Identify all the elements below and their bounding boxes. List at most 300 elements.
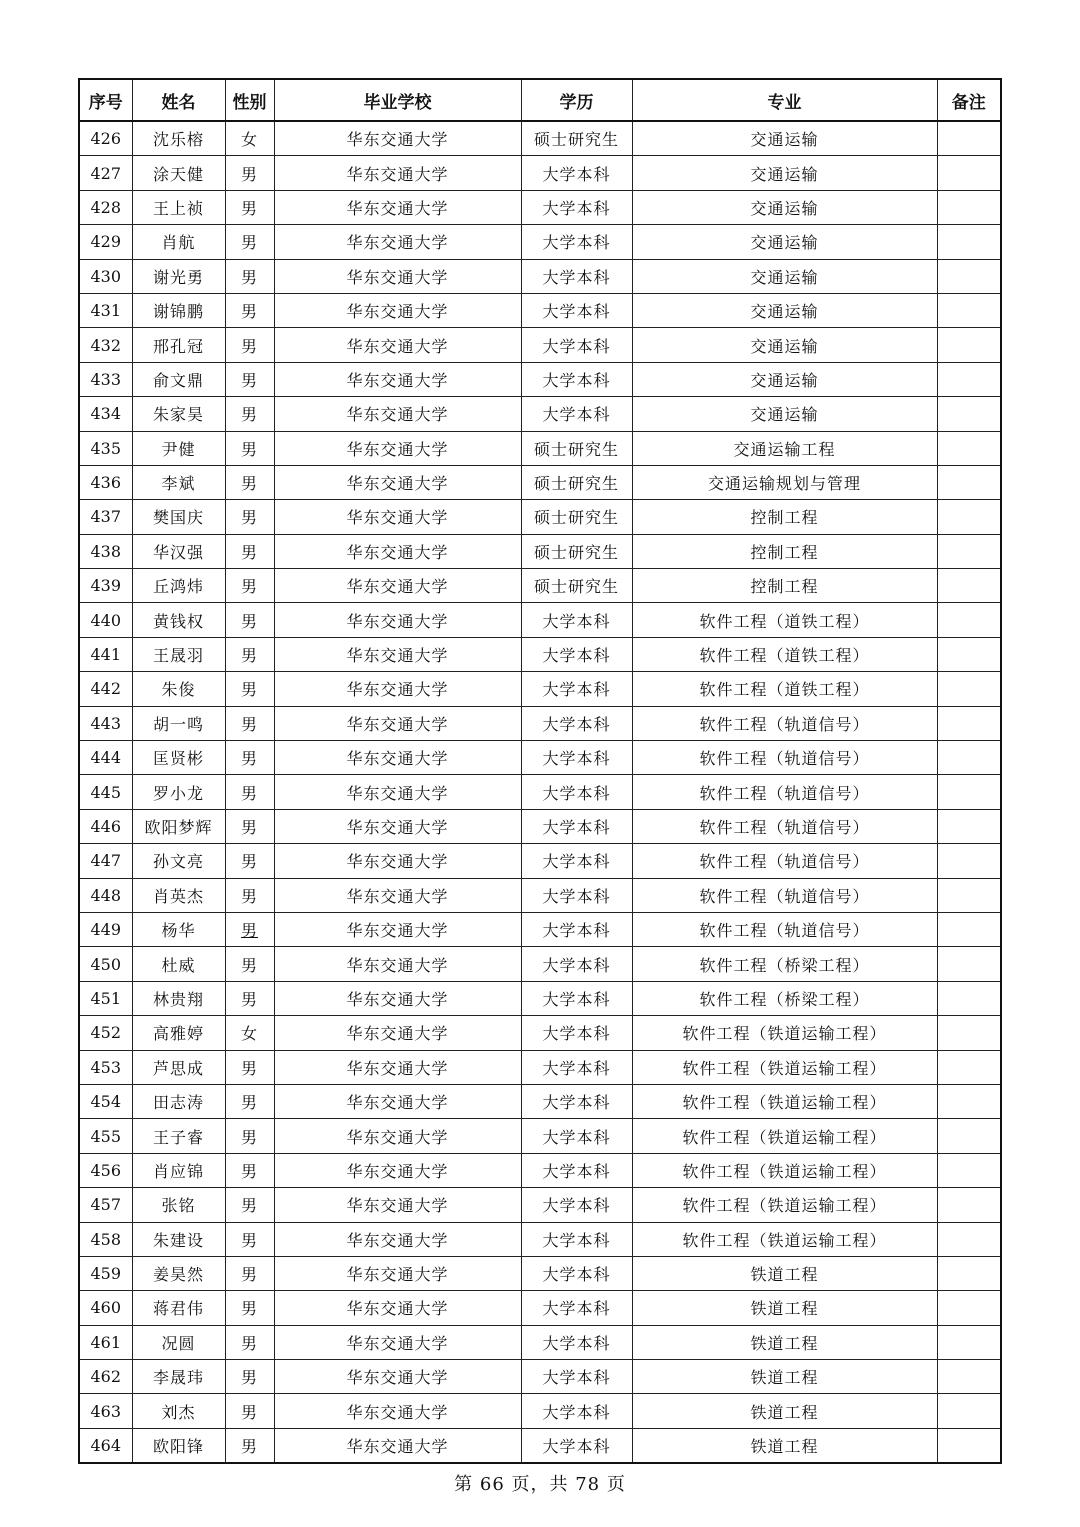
- cell-gender: 男: [225, 1188, 274, 1222]
- cell-degree: 大学本科: [521, 225, 632, 259]
- cell-major: 软件工程（铁道运输工程）: [632, 1050, 937, 1084]
- cell-remarks: [937, 1016, 1001, 1050]
- cell-school: 华东交通大学: [274, 328, 521, 362]
- cell-degree: 硕士研究生: [521, 534, 632, 568]
- cell-remarks: [937, 293, 1001, 327]
- cell-index: 442: [79, 672, 132, 706]
- cell-major: 软件工程（桥梁工程）: [632, 947, 937, 981]
- table-row: [79, 878, 1001, 912]
- table-row: [79, 1394, 1001, 1428]
- cell-major: 交通运输工程: [632, 431, 937, 465]
- table-row: [79, 1256, 1001, 1290]
- cell-degree: 大学本科: [521, 637, 632, 671]
- table-row: [79, 912, 1001, 946]
- cell-degree: 大学本科: [521, 1291, 632, 1325]
- cell-degree: 大学本科: [521, 362, 632, 396]
- cell-school: 华东交通大学: [274, 844, 521, 878]
- cell-school: 华东交通大学: [274, 1256, 521, 1290]
- header-name: 姓名: [132, 79, 225, 121]
- cell-school: 华东交通大学: [274, 912, 521, 946]
- cell-degree: 大学本科: [521, 259, 632, 293]
- cell-gender: [225, 912, 274, 946]
- cell-remarks: [937, 1394, 1001, 1428]
- cell-index: 451: [79, 981, 132, 1015]
- cell-degree: 大学本科: [521, 1428, 632, 1463]
- cell-name: 沈乐榕: [132, 121, 225, 156]
- cell-remarks: [937, 1222, 1001, 1256]
- cell-school: 华东交通大学: [274, 362, 521, 396]
- cell-school: 华东交通大学: [274, 121, 521, 156]
- cell-index: 427: [79, 156, 132, 190]
- cell-name: 高雅婷: [132, 1016, 225, 1050]
- table-row: [79, 741, 1001, 775]
- cell-school: 华东交通大学: [274, 672, 521, 706]
- cell-degree: 大学本科: [521, 981, 632, 1015]
- cell-gender: 男: [225, 947, 274, 981]
- cell-gender: 男: [225, 1050, 274, 1084]
- cell-major: 铁道工程: [632, 1394, 937, 1428]
- cell-index: 461: [79, 1325, 132, 1359]
- table-row: [79, 431, 1001, 465]
- cell-remarks: [937, 362, 1001, 396]
- cell-major: 软件工程（桥梁工程）: [632, 981, 937, 1015]
- table-row: [79, 465, 1001, 499]
- cell-school: 华东交通大学: [274, 1291, 521, 1325]
- table-row: [79, 603, 1001, 637]
- cell-school: 华东交通大学: [274, 947, 521, 981]
- cell-major: 软件工程（轨道信号）: [632, 775, 937, 809]
- cell-school: 华东交通大学: [274, 1084, 521, 1118]
- cell-degree: 大学本科: [521, 1222, 632, 1256]
- table-row: [79, 1050, 1001, 1084]
- cell-major: 交通运输: [632, 225, 937, 259]
- cell-name: 欧阳梦辉: [132, 809, 225, 843]
- table-row: [79, 1119, 1001, 1153]
- cell-remarks: [937, 912, 1001, 946]
- cell-gender: 男: [225, 190, 274, 224]
- cell-remarks: [937, 259, 1001, 293]
- cell-name: 刘杰: [132, 1394, 225, 1428]
- cell-gender-text: 男: [240, 921, 258, 941]
- table-row: [79, 844, 1001, 878]
- cell-major: 交通运输: [632, 362, 937, 396]
- cell-major: 软件工程（轨道信号）: [632, 706, 937, 740]
- cell-name: 李斌: [132, 465, 225, 499]
- cell-remarks: [937, 1291, 1001, 1325]
- cell-degree: 大学本科: [521, 672, 632, 706]
- cell-index: 432: [79, 328, 132, 362]
- cell-degree: 大学本科: [521, 156, 632, 190]
- cell-index: 443: [79, 706, 132, 740]
- header-row: [79, 79, 1001, 121]
- table-row: [79, 362, 1001, 396]
- cell-school: 华东交通大学: [274, 1222, 521, 1256]
- cell-gender: 男: [225, 878, 274, 912]
- cell-degree: 大学本科: [521, 775, 632, 809]
- cell-index: 464: [79, 1428, 132, 1463]
- cell-degree: 大学本科: [521, 1119, 632, 1153]
- cell-school: 华东交通大学: [274, 775, 521, 809]
- cell-index: 429: [79, 225, 132, 259]
- cell-major: 软件工程（铁道运输工程）: [632, 1084, 937, 1118]
- cell-degree: 大学本科: [521, 878, 632, 912]
- cell-name: 匡贤彬: [132, 741, 225, 775]
- cell-remarks: [937, 1084, 1001, 1118]
- cell-name: 尹健: [132, 431, 225, 465]
- cell-major: 交通运输: [632, 397, 937, 431]
- cell-index: 452: [79, 1016, 132, 1050]
- cell-degree: 大学本科: [521, 1084, 632, 1118]
- cell-remarks: [937, 844, 1001, 878]
- cell-index: 463: [79, 1394, 132, 1428]
- cell-remarks: [937, 1256, 1001, 1290]
- cell-index: 448: [79, 878, 132, 912]
- header-gender: 性别: [225, 79, 274, 121]
- cell-major: 软件工程（铁道运输工程）: [632, 1222, 937, 1256]
- cell-major: 软件工程（道铁工程）: [632, 672, 937, 706]
- cell-gender: 男: [225, 844, 274, 878]
- table-row: [79, 1325, 1001, 1359]
- cell-gender: 男: [225, 1394, 274, 1428]
- cell-gender: 男: [225, 569, 274, 603]
- cell-gender: 男: [225, 1291, 274, 1325]
- cell-school: 华东交通大学: [274, 1188, 521, 1222]
- cell-name: 涂天健: [132, 156, 225, 190]
- cell-remarks: [937, 947, 1001, 981]
- cell-major: 控制工程: [632, 500, 937, 534]
- cell-school: 华东交通大学: [274, 741, 521, 775]
- cell-gender: 男: [225, 431, 274, 465]
- cell-degree: 硕士研究生: [521, 500, 632, 534]
- cell-index: 459: [79, 1256, 132, 1290]
- cell-index: 453: [79, 1050, 132, 1084]
- cell-index: 457: [79, 1188, 132, 1222]
- cell-school: 华东交通大学: [274, 465, 521, 499]
- table-row: [79, 190, 1001, 224]
- cell-name: 杜威: [132, 947, 225, 981]
- cell-degree: 大学本科: [521, 1360, 632, 1394]
- table-row: [79, 225, 1001, 259]
- cell-index: 434: [79, 397, 132, 431]
- cell-name: 王子睿: [132, 1119, 225, 1153]
- cell-remarks: [937, 1428, 1001, 1463]
- cell-school: 华东交通大学: [274, 1325, 521, 1359]
- cell-major: 铁道工程: [632, 1360, 937, 1394]
- cell-major: 交通运输: [632, 259, 937, 293]
- cell-index: 455: [79, 1119, 132, 1153]
- cell-school: 华东交通大学: [274, 1360, 521, 1394]
- cell-index: 439: [79, 569, 132, 603]
- cell-remarks: [937, 672, 1001, 706]
- cell-remarks: [937, 465, 1001, 499]
- cell-index: 426: [79, 121, 132, 156]
- cell-name: 胡一鸣: [132, 706, 225, 740]
- cell-remarks: [937, 1188, 1001, 1222]
- cell-degree: 硕士研究生: [521, 121, 632, 156]
- cell-remarks: [937, 1050, 1001, 1084]
- cell-gender: 男: [225, 156, 274, 190]
- cell-school: 华东交通大学: [274, 981, 521, 1015]
- cell-name: 林贵翔: [132, 981, 225, 1015]
- cell-school: 华东交通大学: [274, 500, 521, 534]
- cell-remarks: [937, 1153, 1001, 1187]
- cell-index: 447: [79, 844, 132, 878]
- cell-degree: 大学本科: [521, 1188, 632, 1222]
- cell-name: 姜昊然: [132, 1256, 225, 1290]
- cell-major: 软件工程（轨道信号）: [632, 809, 937, 843]
- table-row: [79, 569, 1001, 603]
- cell-degree: 大学本科: [521, 328, 632, 362]
- cell-remarks: [937, 156, 1001, 190]
- cell-degree: 硕士研究生: [521, 431, 632, 465]
- cell-index: 458: [79, 1222, 132, 1256]
- cell-name: 欧阳锋: [132, 1428, 225, 1463]
- cell-degree: 大学本科: [521, 293, 632, 327]
- table-row: [79, 121, 1001, 156]
- cell-school: 华东交通大学: [274, 603, 521, 637]
- cell-name: 肖航: [132, 225, 225, 259]
- cell-gender: 男: [225, 362, 274, 396]
- cell-gender: 男: [225, 1119, 274, 1153]
- cell-school: 华东交通大学: [274, 156, 521, 190]
- cell-name: 黄钱权: [132, 603, 225, 637]
- page-number: 第 66 页，共 78 页: [454, 1474, 626, 1495]
- cell-gender: 男: [225, 500, 274, 534]
- cell-gender: 男: [225, 1084, 274, 1118]
- cell-index: 454: [79, 1084, 132, 1118]
- cell-major: 软件工程（道铁工程）: [632, 637, 937, 671]
- cell-remarks: [937, 809, 1001, 843]
- table-row: [79, 1428, 1001, 1463]
- cell-name: 肖英杰: [132, 878, 225, 912]
- cell-index: 430: [79, 259, 132, 293]
- table-row: [79, 706, 1001, 740]
- cell-gender: 男: [225, 259, 274, 293]
- cell-remarks: [937, 500, 1001, 534]
- cell-gender: 男: [225, 1360, 274, 1394]
- cell-index: 428: [79, 190, 132, 224]
- table-row: [79, 397, 1001, 431]
- cell-gender: 男: [225, 741, 274, 775]
- cell-name: 杨华: [132, 912, 225, 946]
- cell-school: 华东交通大学: [274, 809, 521, 843]
- cell-index: 431: [79, 293, 132, 327]
- header-index: 序号: [79, 79, 132, 121]
- table-row: [79, 637, 1001, 671]
- cell-gender: 男: [225, 293, 274, 327]
- cell-gender: 男: [225, 981, 274, 1015]
- cell-major: 交通运输: [632, 328, 937, 362]
- cell-major: 软件工程（铁道运输工程）: [632, 1119, 937, 1153]
- cell-name: 芦思成: [132, 1050, 225, 1084]
- cell-index: 445: [79, 775, 132, 809]
- cell-school: 华东交通大学: [274, 569, 521, 603]
- cell-degree: 硕士研究生: [521, 465, 632, 499]
- cell-major: 软件工程（轨道信号）: [632, 878, 937, 912]
- cell-remarks: [937, 878, 1001, 912]
- cell-name: 罗小龙: [132, 775, 225, 809]
- cell-name: 王晟羽: [132, 637, 225, 671]
- cell-gender: 男: [225, 637, 274, 671]
- cell-remarks: [937, 190, 1001, 224]
- table-row: [79, 1291, 1001, 1325]
- cell-major: 铁道工程: [632, 1291, 937, 1325]
- table-row: [79, 156, 1001, 190]
- cell-index: 462: [79, 1360, 132, 1394]
- cell-school: 华东交通大学: [274, 1394, 521, 1428]
- cell-remarks: [937, 121, 1001, 156]
- table-row: [79, 809, 1001, 843]
- cell-name: 华汉强: [132, 534, 225, 568]
- cell-major: 软件工程（铁道运输工程）: [632, 1188, 937, 1222]
- cell-index: 450: [79, 947, 132, 981]
- cell-school: 华东交通大学: [274, 534, 521, 568]
- table-row: [79, 259, 1001, 293]
- cell-degree: 大学本科: [521, 1394, 632, 1428]
- cell-gender: 男: [225, 1222, 274, 1256]
- cell-remarks: [937, 431, 1001, 465]
- cell-degree: 大学本科: [521, 706, 632, 740]
- cell-name: 朱家昊: [132, 397, 225, 431]
- cell-remarks: [937, 981, 1001, 1015]
- cell-degree: 大学本科: [521, 741, 632, 775]
- cell-index: 437: [79, 500, 132, 534]
- cell-remarks: [937, 397, 1001, 431]
- cell-major: 软件工程（道铁工程）: [632, 603, 937, 637]
- table-row: [79, 500, 1001, 534]
- cell-gender: 男: [225, 397, 274, 431]
- cell-name: 邢孔冠: [132, 328, 225, 362]
- cell-degree: 大学本科: [521, 947, 632, 981]
- cell-index: 444: [79, 741, 132, 775]
- cell-remarks: [937, 1325, 1001, 1359]
- cell-gender: 男: [225, 225, 274, 259]
- cell-degree: 大学本科: [521, 1325, 632, 1359]
- cell-index: 440: [79, 603, 132, 637]
- cell-index: 446: [79, 809, 132, 843]
- cell-degree: 大学本科: [521, 190, 632, 224]
- table-row: [79, 1188, 1001, 1222]
- table-row: [79, 1360, 1001, 1394]
- cell-degree: 大学本科: [521, 603, 632, 637]
- cell-degree: 大学本科: [521, 1016, 632, 1050]
- cell-gender: 女: [225, 1016, 274, 1050]
- cell-index: 460: [79, 1291, 132, 1325]
- cell-gender: 男: [225, 328, 274, 362]
- cell-major: 交通运输: [632, 121, 937, 156]
- cell-name: 孙文亮: [132, 844, 225, 878]
- cell-name: 况圆: [132, 1325, 225, 1359]
- cell-gender: 男: [225, 775, 274, 809]
- table-row: [79, 1084, 1001, 1118]
- cell-gender: 男: [225, 1153, 274, 1187]
- cell-name: 张铭: [132, 1188, 225, 1222]
- cell-gender: 男: [225, 1428, 274, 1463]
- cell-remarks: [937, 328, 1001, 362]
- cell-degree: 大学本科: [521, 1050, 632, 1084]
- cell-gender: 男: [225, 809, 274, 843]
- table-body: [79, 121, 1001, 1463]
- table-row: [79, 1016, 1001, 1050]
- cell-major: 铁道工程: [632, 1428, 937, 1463]
- cell-gender: 男: [225, 534, 274, 568]
- cell-name: 俞文鼎: [132, 362, 225, 396]
- cell-school: 华东交通大学: [274, 190, 521, 224]
- cell-gender: 男: [225, 1325, 274, 1359]
- cell-index: 435: [79, 431, 132, 465]
- cell-name: 蒋君伟: [132, 1291, 225, 1325]
- cell-school: 华东交通大学: [274, 1016, 521, 1050]
- cell-name: 李晟玮: [132, 1360, 225, 1394]
- cell-name: 丘鸿炜: [132, 569, 225, 603]
- cell-degree: 大学本科: [521, 397, 632, 431]
- cell-remarks: [937, 637, 1001, 671]
- cell-school: 华东交通大学: [274, 431, 521, 465]
- roster-table: [78, 78, 1002, 1464]
- cell-name: 朱建设: [132, 1222, 225, 1256]
- cell-name: 田志涛: [132, 1084, 225, 1118]
- cell-index: 433: [79, 362, 132, 396]
- cell-name: 肖应锦: [132, 1153, 225, 1187]
- cell-school: 华东交通大学: [274, 637, 521, 671]
- cell-remarks: [937, 569, 1001, 603]
- cell-name: 朱俊: [132, 672, 225, 706]
- cell-school: 华东交通大学: [274, 878, 521, 912]
- cell-degree: 大学本科: [521, 912, 632, 946]
- cell-school: 华东交通大学: [274, 259, 521, 293]
- cell-name: 谢锦鹏: [132, 293, 225, 327]
- cell-gender: 男: [225, 465, 274, 499]
- cell-name: 谢光勇: [132, 259, 225, 293]
- cell-major: 铁道工程: [632, 1325, 937, 1359]
- cell-major: 软件工程（铁道运输工程）: [632, 1016, 937, 1050]
- table-row: [79, 981, 1001, 1015]
- cell-remarks: [937, 775, 1001, 809]
- cell-degree: 大学本科: [521, 809, 632, 843]
- table-row: [79, 534, 1001, 568]
- cell-degree: 大学本科: [521, 844, 632, 878]
- cell-major: 软件工程（轨道信号）: [632, 844, 937, 878]
- cell-gender: 女: [225, 121, 274, 156]
- header-school: 毕业学校: [274, 79, 521, 121]
- cell-index: 449: [79, 912, 132, 946]
- table-row: [79, 1222, 1001, 1256]
- cell-school: 华东交通大学: [274, 1050, 521, 1084]
- cell-school: 华东交通大学: [274, 706, 521, 740]
- cell-index: 438: [79, 534, 132, 568]
- table-row: [79, 672, 1001, 706]
- header-degree: 学历: [521, 79, 632, 121]
- cell-remarks: [937, 741, 1001, 775]
- cell-major: 软件工程（轨道信号）: [632, 741, 937, 775]
- cell-major: 交通运输: [632, 293, 937, 327]
- cell-major: 铁道工程: [632, 1256, 937, 1290]
- cell-gender: 男: [225, 672, 274, 706]
- cell-school: 华东交通大学: [274, 1153, 521, 1187]
- cell-school: 华东交通大学: [274, 225, 521, 259]
- table-row: [79, 775, 1001, 809]
- table-row: [79, 947, 1001, 981]
- cell-major: 交通运输: [632, 156, 937, 190]
- cell-degree: 硕士研究生: [521, 569, 632, 603]
- cell-major: 控制工程: [632, 534, 937, 568]
- cell-name: 樊国庆: [132, 500, 225, 534]
- cell-index: 456: [79, 1153, 132, 1187]
- cell-major: 软件工程（轨道信号）: [632, 912, 937, 946]
- cell-degree: 大学本科: [521, 1256, 632, 1290]
- cell-remarks: [937, 225, 1001, 259]
- header-remarks: 备注: [937, 79, 1001, 121]
